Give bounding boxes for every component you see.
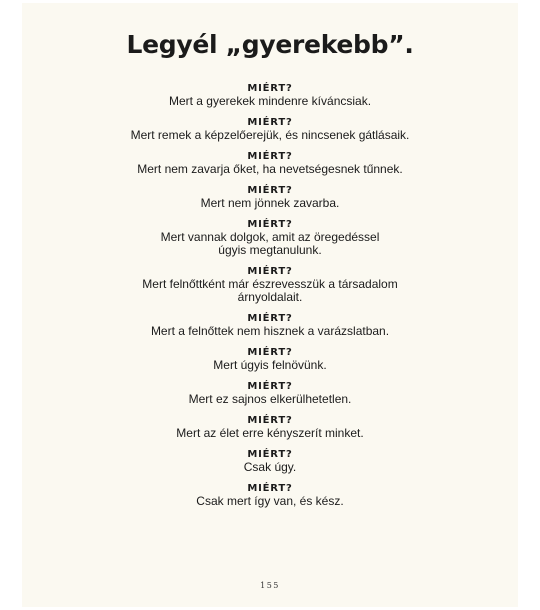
- question-label: MIÉRT?: [247, 151, 293, 162]
- qa-block: [22, 116, 518, 142]
- answer-text: Mert úgyis felnövünk.: [213, 358, 327, 372]
- qa-block: [22, 448, 518, 474]
- qa-block: [22, 346, 518, 372]
- qa-block: [22, 482, 518, 508]
- qa-block: [22, 150, 518, 176]
- answer-text: Mert nem jönnek zavarba.: [200, 196, 340, 210]
- qa-block: [22, 82, 518, 108]
- question-label: MIÉRT?: [247, 347, 293, 358]
- answer-text: Mert remek a képzelőerejük, és nincsenek gátlásaik.: [130, 128, 410, 142]
- qa-block: [22, 312, 518, 338]
- book-page: [22, 3, 518, 607]
- question-answer-list: [22, 82, 518, 516]
- question-label: MIÉRT?: [247, 266, 293, 277]
- page-title: Legyél „gyerekebb”.: [126, 30, 414, 59]
- answer-text: Mert az élet erre kényszerít minket.: [176, 426, 364, 440]
- question-label: MIÉRT?: [247, 381, 293, 392]
- question-label: MIÉRT?: [247, 449, 293, 460]
- question-label: MIÉRT?: [247, 415, 293, 426]
- question-label: MIÉRT?: [247, 117, 293, 128]
- question-label: MIÉRT?: [247, 313, 293, 324]
- question-label: MIÉRT?: [247, 185, 293, 196]
- answer-text: Mert ez sajnos elkerülhetetlen.: [188, 392, 352, 406]
- question-label: MIÉRT?: [247, 483, 293, 494]
- question-label: MIÉRT?: [247, 83, 293, 94]
- page-number: 155: [260, 581, 280, 590]
- answer-text: Csak úgy.: [243, 460, 297, 474]
- question-label: MIÉRT?: [247, 219, 293, 230]
- answer-text: Mert a gyerekek mindenre kíváncsiak.: [168, 94, 372, 108]
- qa-block: [22, 184, 518, 210]
- answer-text: Csak mert így van, és kész.: [196, 494, 344, 508]
- answer-text: Mert nem zavarja őket, ha nevetségesnek tűnnek.: [137, 162, 403, 176]
- qa-block: [22, 380, 518, 406]
- qa-block: [22, 218, 518, 257]
- answer-text: Mert felnőttként már észrevesszük a társadalom árnyoldalait.: [142, 277, 398, 304]
- answer-text: Mert vannak dolgok, amit az öregedéssel úgyis megtanulunk.: [160, 230, 380, 257]
- answer-text: Mert a felnőttek nem hisznek a varázslatban.: [150, 324, 390, 338]
- qa-block: [22, 414, 518, 440]
- qa-block: [22, 265, 518, 304]
